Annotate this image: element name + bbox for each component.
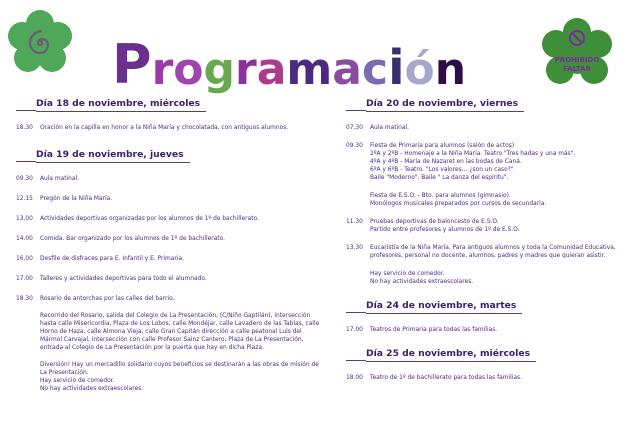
schedule-entry <box>16 235 322 243</box>
day-title: Día 24 de noviembre, martes <box>366 298 522 314</box>
entry-time: 11.30 <box>346 219 363 225</box>
schedule-entry <box>16 275 322 283</box>
left-column <box>16 96 322 393</box>
entry-text: Teatro de 1º de bachillerato para todas las familias. <box>370 375 522 381</box>
schedule-entry <box>16 124 322 132</box>
right-column <box>346 96 630 382</box>
day-title: Día 19 de noviembre, jueves <box>36 147 190 163</box>
schedule-entry <box>346 124 630 132</box>
entry-text: Pregón de la Niña María. <box>40 196 113 202</box>
day-title: Día 25 de noviembre, miércoles <box>366 346 536 362</box>
title-letter: r <box>151 44 174 95</box>
day-title: Día 20 de noviembre, viernes <box>366 96 524 112</box>
entry-text: Rosario de antorchas por las calles del barrio. <box>40 296 175 302</box>
schedule-entry <box>346 142 630 182</box>
entry-text: Comida. Bar organizado por los alumnos de 1º de bachillerato. <box>40 236 225 242</box>
entry-time: 18.30 <box>16 296 33 302</box>
badge-text: PROHIBIDO <box>554 56 600 64</box>
title-letter: a <box>256 44 287 95</box>
entry-text: Aula matinal. <box>370 125 410 131</box>
day-footer-notes: Diversión! Hay un mercadillo solidario cuyos beneficios se destinarán a las obras de misión de La Presentación. Hay servicio de comedor. No hay actividades extraescolares. <box>40 362 319 392</box>
eso-party-text: Fiesta de E.S.O. - Bto. para alumnos (gimnasio). Monólogos musicales preparados por cursos de secundaria. <box>370 193 547 207</box>
day-heading <box>16 147 322 165</box>
entry-time: 09.30 <box>16 176 33 182</box>
entry-time: 13.00 <box>16 216 33 222</box>
title-letter: ó <box>404 44 435 95</box>
schedule-entry <box>346 244 630 260</box>
entry-time: 18.00 <box>346 375 363 381</box>
green-flower-spiral-icon <box>6 10 74 76</box>
entry-time: 12.15 <box>16 196 33 202</box>
title-letter: n <box>434 44 467 95</box>
title-letter: i <box>388 40 405 96</box>
page-title <box>112 12 467 96</box>
schedule-entry <box>346 374 630 382</box>
entry-time: 09.30 <box>346 143 363 149</box>
entry-text: Fiesta de Primaria para alumnos (salón de actos) 2ºA y 2ºB - Homenaje a la Niña María. Teatro "Tres hadas y una más". 4ºA y 4ºB - María de Nazaret en las bodas de Caná. 6ºA y 6ºB - Teatro. "Los valores… ¿son un caso?" Baile "Moderno". Baile " La danza del espíritu". <box>370 143 576 181</box>
day-title: Día 18 de noviembre, miércoles <box>36 96 206 112</box>
schedule-entry <box>16 195 322 203</box>
day-heading <box>346 96 630 114</box>
entry-time: 17.00 <box>16 276 33 282</box>
entry-text: Talleres y actividades deportivas para todo el alumnado. <box>40 276 207 282</box>
entry-text: Pruebas deportivas de baloncesto de E.S.O. Partido entre profesores y alumnos de 1º de E.S.O. <box>370 219 520 233</box>
title-letter: r <box>235 44 257 95</box>
schedule-entry <box>16 175 322 183</box>
day-heading <box>346 298 630 316</box>
schedule-entry <box>346 218 630 234</box>
schedule-entry <box>346 326 630 334</box>
entry-time: 18.30 <box>16 125 33 131</box>
schedule-entry <box>16 295 322 303</box>
entry-text: Actividades deportivas organizadas por los alumnos de 1º de bachillerato. <box>40 216 259 222</box>
entry-time: 14.00 <box>16 236 33 242</box>
entry-time: 16.00 <box>16 256 33 262</box>
entry-text: Desfile de disfraces para E. Infantil y E. Primaria. <box>40 256 184 262</box>
day-heading <box>16 96 322 114</box>
title-letter: g <box>203 44 236 95</box>
entry-time: 13.30 <box>346 245 363 251</box>
rosario-route-text: Recorrido del Rosario, salida del Colegio de La Presentación, (C/Niño Gaptilán), intersección hasta calle Misericordia, Plaza de Los Lobos, calle Mondéjar, calle Lavadero de las Tablas, calle Horno de Haza, calle Almona Vieja, calle Gran Capitán dirección a calle peatonal Luis del Mármol Carvajal, intersección con calle Profesor Sainz Cantero, Plaza de La Presentación, entrada al Colegio de La Presentación por la puerta que hay en dicha Plaza. <box>40 313 320 351</box>
schedule-entry <box>16 255 322 263</box>
title-letter: m <box>286 44 333 95</box>
entry-text: Aula matinal. <box>40 176 80 182</box>
day-footer-notes: Hay servicio de comedor. No hay actividades extraescolares. <box>370 271 474 285</box>
entry-text: Teatros de Primaria para todas las familias. <box>370 327 498 333</box>
title-letter: o <box>173 44 204 95</box>
entry-time: 07.30 <box>346 125 363 131</box>
entry-text: Oración en la capilla en honor a la Niña María y chocolatada, con antiguos alumnos. <box>40 125 289 131</box>
title-letter: a <box>332 44 362 95</box>
title-letter: P <box>112 33 152 96</box>
green-flower-prohibido-icon <box>534 18 620 88</box>
title-letter: c <box>361 44 389 95</box>
entry-time: 17.00 <box>346 327 363 333</box>
entry-text: Eucaristía de la Niña María. Para antiguos alumnos y toda la Comunidad Educativa, profesores, personal no docente, alumnos, padres y madres que quieran asistir. <box>370 245 616 259</box>
day-heading <box>346 346 630 364</box>
badge-text: FALTAR <box>563 65 591 73</box>
schedule-entry <box>16 215 322 223</box>
